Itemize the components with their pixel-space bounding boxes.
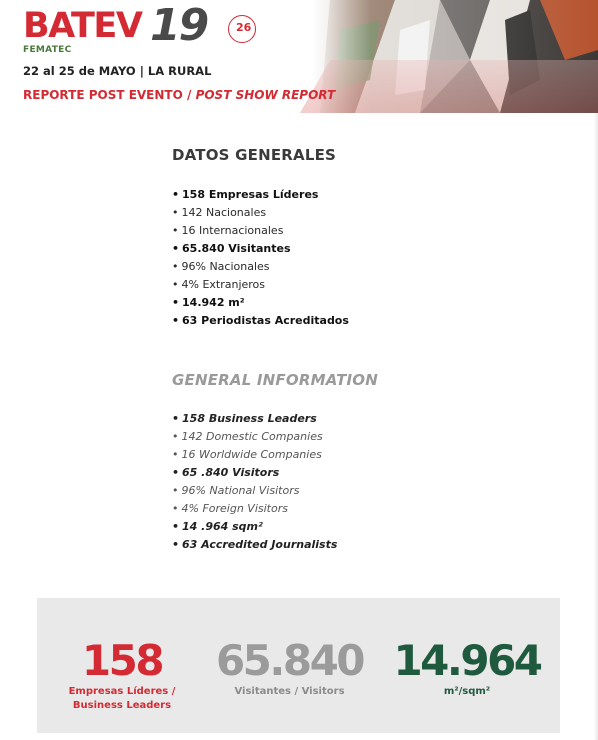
list-item: • 158 Business Leaders xyxy=(172,410,337,428)
list-item: • 65.840 Visitantes xyxy=(172,240,349,258)
report-title xyxy=(23,88,335,102)
report-title-es: REPORTE POST EVENTO xyxy=(23,88,183,102)
list-item: • 63 Periodistas Acreditados xyxy=(172,312,349,330)
batev-logo-text: BATEV xyxy=(23,6,142,46)
list-item: • 4% Foreign Visitors xyxy=(172,500,337,518)
stat-square-meters xyxy=(382,637,552,699)
list-item: • 16 Worldwide Companies xyxy=(172,446,337,464)
stat-value: 158 xyxy=(81,636,163,685)
page-edge-shadow xyxy=(594,113,598,740)
header-banner xyxy=(0,0,598,113)
list-item: • 65 .840 Visitors xyxy=(172,464,337,482)
list-item: • 63 Accredited Journalists xyxy=(172,536,337,554)
femetec-logo-text: FEMATEC xyxy=(23,45,72,55)
list-item: • 142 Domestic Companies xyxy=(172,428,337,446)
batev-logo-year: 19 xyxy=(150,0,208,51)
stat-label: m²/sqm² xyxy=(443,686,491,697)
stat-label: Empresas Líderes / xyxy=(68,686,176,697)
list-item: • 142 Nacionales xyxy=(172,204,349,222)
list-item: • 96% Nacionales xyxy=(172,258,349,276)
report-title-separator: / xyxy=(182,88,196,102)
anniversary-badge-number: 26 xyxy=(236,21,252,34)
list-item: • 14.942 m² xyxy=(172,294,349,312)
stat-value: 65.840 xyxy=(215,636,364,685)
event-dates: 22 al 25 de MAYO | LA RURAL xyxy=(23,64,212,78)
list-item: • 4% Extranjeros xyxy=(172,276,349,294)
list-item: • 158 Empresas Líderes xyxy=(172,186,349,204)
list-item: • 16 Internacionales xyxy=(172,222,349,240)
stat-label: Visitantes / Visitors xyxy=(234,686,345,697)
stat-business-leaders xyxy=(47,637,197,713)
report-title-en: POST SHOW REPORT xyxy=(195,88,336,102)
datos-generales-title: DATOS GENERALES xyxy=(172,146,337,164)
list-item: • 96% National Visitors xyxy=(172,482,337,500)
general-information-title: GENERAL INFORMATION xyxy=(172,371,378,389)
general-information-list xyxy=(172,410,337,554)
datos-generales-list xyxy=(172,186,349,330)
stat-label-line2: Business Leaders xyxy=(72,700,172,711)
list-item: • 14 .964 sqm² xyxy=(172,518,337,536)
stats-summary-box xyxy=(37,598,560,733)
stat-visitors xyxy=(202,637,377,699)
stat-value: 14.964 xyxy=(393,636,541,685)
